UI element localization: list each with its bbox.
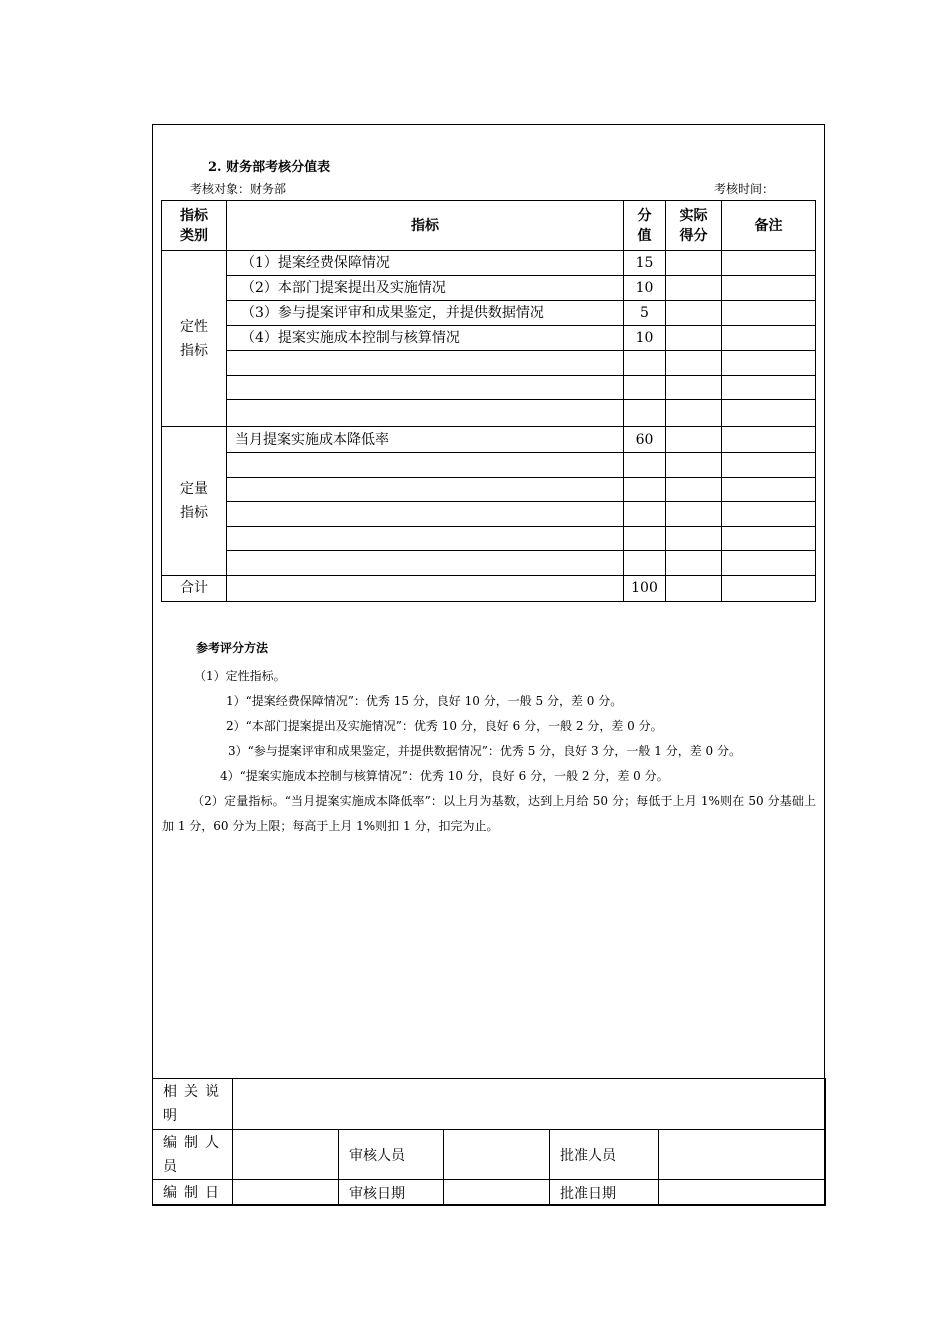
table-row [162, 551, 816, 576]
remark-cell[interactable] [722, 551, 816, 576]
table-row [162, 375, 816, 400]
table-row [162, 326, 816, 351]
related-value[interactable] [233, 1079, 826, 1130]
approver-value[interactable] [659, 1130, 826, 1180]
actual-score-cell[interactable] [666, 351, 722, 376]
document-title: 2. 财务部考核分值表 [208, 160, 331, 175]
compile-date-label: 编制日 [153, 1180, 233, 1206]
table-header-row [162, 201, 816, 251]
table-row [162, 427, 816, 453]
scoring-line: 3）“参与提案评审和成果鉴定，并提供数据情况”：优秀 5 分，良好 3 分，一般 1 分，差 0 分。 [228, 744, 741, 758]
indicator-name[interactable] [227, 526, 624, 551]
actual-score-cell[interactable] [666, 326, 722, 351]
approver-label: 批准人员 [550, 1130, 659, 1180]
header-score: 分 值 [624, 201, 666, 251]
reviewer-label: 审核人员 [339, 1130, 444, 1180]
indicator-name: （1）提案经费保障情况 [227, 251, 624, 276]
indicator-name: （3）参与提案评审和成果鉴定，并提供数据情况 [227, 301, 624, 326]
reviewer-value[interactable] [444, 1130, 550, 1180]
scoring-line: 4）“提案实施成本控制与核算情况”：优秀 10 分，良好 6 分，一般 2 分，差 0 分。 [220, 769, 669, 783]
related-row [153, 1079, 826, 1130]
actual-score-cell[interactable] [666, 400, 722, 427]
personnel-row [153, 1130, 826, 1180]
category-quantitative: 定量 指标 [162, 427, 227, 576]
indicator-score[interactable] [624, 477, 666, 502]
total-actual-cell[interactable] [666, 575, 722, 601]
indicator-score: 10 [624, 276, 666, 301]
compile-date-value[interactable] [233, 1180, 339, 1206]
header-indicator: 指标 [227, 201, 624, 251]
table-row [162, 276, 816, 301]
indicator-name[interactable] [227, 477, 624, 502]
approve-date-label: 批准日期 [550, 1180, 659, 1206]
indicator-name: 当月提案实施成本降低率 [227, 427, 624, 453]
scoring-line: （2）定量指标。“当月提案实施成本降低率”：以上月为基数，达到上月给 50 分；每低于上月 1%则在 50 分基础上加 1 分，60 分为上限；每高于上月 1%则扣 1 分，扣完为止。 [162, 794, 816, 833]
remark-cell[interactable] [722, 400, 816, 427]
remark-cell[interactable] [722, 453, 816, 478]
remark-cell[interactable] [722, 351, 816, 376]
actual-score-cell[interactable] [666, 301, 722, 326]
indicator-score[interactable] [624, 351, 666, 376]
scoring-heading: 参考评分方法 [196, 641, 269, 655]
score-table [161, 200, 816, 602]
indicator-score[interactable] [624, 502, 666, 527]
table-row [162, 251, 816, 276]
actual-score-cell[interactable] [666, 453, 722, 478]
table-row [162, 477, 816, 502]
remark-cell[interactable] [722, 326, 816, 351]
indicator-name: （4）提案实施成本控制与核算情况 [227, 326, 624, 351]
actual-score-cell[interactable] [666, 502, 722, 527]
table-row [162, 453, 816, 478]
indicator-name[interactable] [227, 400, 624, 427]
actual-score-cell[interactable] [666, 427, 722, 453]
scoring-line: 1）“提案经费保障情况”：优秀 15 分，良好 10 分，一般 5 分，差 0 分。 [226, 694, 623, 708]
actual-score-cell[interactable] [666, 526, 722, 551]
actual-score-cell[interactable] [666, 477, 722, 502]
scoring-line: 2）“本部门提案提出及实施情况”：优秀 10 分，良好 6 分，一般 2 分，差 0 分。 [226, 719, 663, 733]
total-remark-cell[interactable] [722, 575, 816, 601]
review-date-value[interactable] [444, 1180, 550, 1206]
indicator-score[interactable] [624, 526, 666, 551]
indicator-score[interactable] [624, 453, 666, 478]
indicator-name[interactable] [227, 502, 624, 527]
header-category: 指标 类别 [162, 201, 227, 251]
actual-score-cell[interactable] [666, 276, 722, 301]
indicator-score[interactable] [624, 375, 666, 400]
actual-score-cell[interactable] [666, 251, 722, 276]
indicator-name[interactable] [227, 453, 624, 478]
compiler-label: 编制人员 [153, 1130, 233, 1180]
date-row [153, 1180, 826, 1206]
remark-cell[interactable] [722, 427, 816, 453]
compiler-value[interactable] [233, 1130, 339, 1180]
scoring-line: （1）定性指标。 [194, 669, 286, 683]
header-remark: 备注 [722, 201, 816, 251]
indicator-name: （2）本部门提案提出及实施情况 [227, 276, 624, 301]
remark-cell[interactable] [722, 375, 816, 400]
remark-cell[interactable] [722, 477, 816, 502]
related-label: 相关说明 [153, 1079, 233, 1130]
table-row [162, 351, 816, 376]
approval-table [152, 1078, 826, 1206]
table-row [162, 301, 816, 326]
indicator-name[interactable] [227, 551, 624, 576]
total-label: 合计 [162, 575, 227, 601]
header-actual: 实际 得分 [666, 201, 722, 251]
total-score: 100 [624, 575, 666, 601]
remark-cell[interactable] [722, 251, 816, 276]
remark-cell[interactable] [722, 502, 816, 527]
total-row [162, 575, 816, 601]
indicator-score: 5 [624, 301, 666, 326]
scoring-method [162, 640, 816, 839]
assessment-time: 考核时间： [714, 182, 775, 196]
table-row [162, 400, 816, 427]
indicator-score: 10 [624, 326, 666, 351]
review-date-label: 审核日期 [339, 1180, 444, 1206]
indicator-name[interactable] [227, 351, 624, 376]
remark-cell[interactable] [722, 301, 816, 326]
table-row [162, 526, 816, 551]
indicator-score[interactable] [624, 551, 666, 576]
assessment-target: 考核对象：财务部 [190, 182, 287, 196]
indicator-score: 15 [624, 251, 666, 276]
indicator-score[interactable] [624, 400, 666, 427]
indicator-score: 60 [624, 427, 666, 453]
actual-score-cell[interactable] [666, 375, 722, 400]
category-qualitative: 定性 指标 [162, 251, 227, 427]
indicator-name[interactable] [227, 375, 624, 400]
actual-score-cell[interactable] [666, 551, 722, 576]
table-row [162, 502, 816, 527]
approve-date-value[interactable] [659, 1180, 826, 1206]
remark-cell[interactable] [722, 276, 816, 301]
remark-cell[interactable] [722, 526, 816, 551]
total-indicator-cell [227, 575, 624, 601]
